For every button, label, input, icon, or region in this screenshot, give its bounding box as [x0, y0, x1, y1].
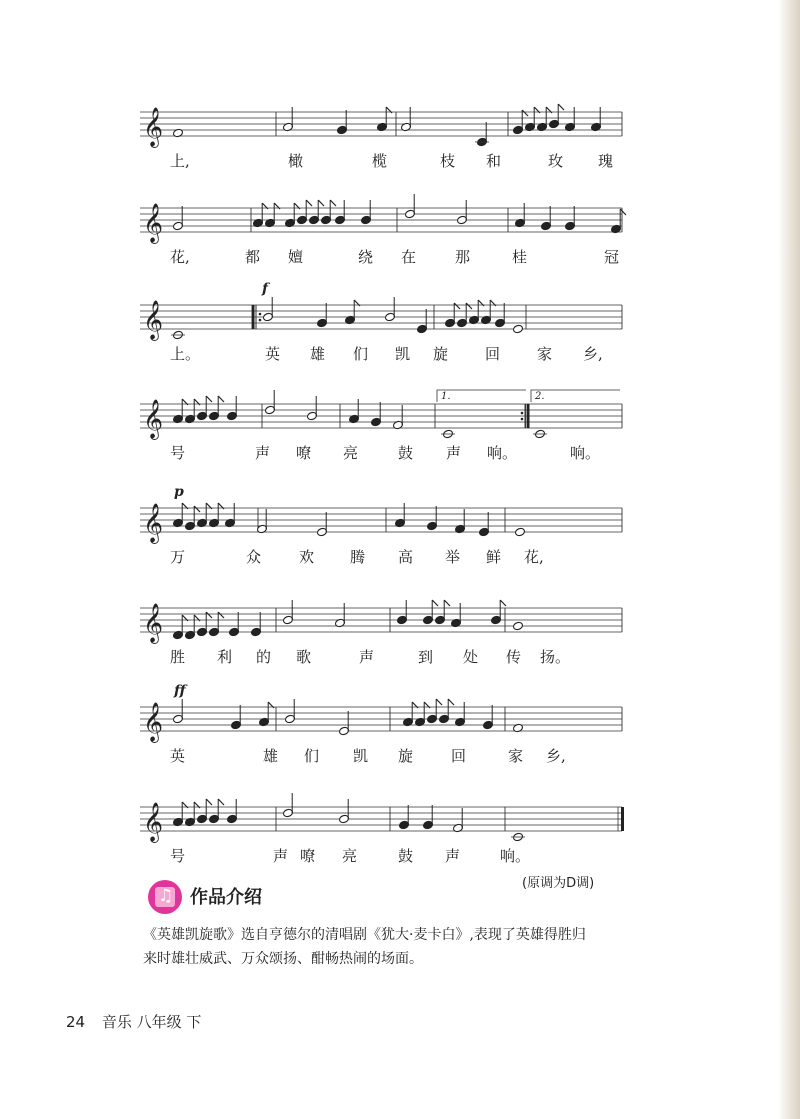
volta-label-1: 1.: [441, 391, 451, 402]
lyric-syllable: 凯: [353, 747, 369, 765]
dynamic-marking: ff: [174, 683, 186, 699]
lyric-syllable: 在: [401, 248, 417, 266]
lyric-syllable: 旋: [398, 747, 414, 765]
lyric-syllable: 的: [256, 648, 272, 666]
lyric-syllable: 橄: [288, 152, 304, 170]
lyric-syllable: 回: [485, 345, 501, 363]
lyric-syllable: 们: [353, 345, 369, 363]
final-bar-thick: [621, 807, 624, 831]
lyric-syllable: 高: [398, 548, 414, 566]
volta-label-2: 2.: [535, 391, 545, 402]
lyric-syllable: 响。: [500, 847, 531, 865]
lyric-syllable: 万: [170, 548, 186, 566]
lyric-syllable: 家: [508, 747, 524, 765]
treble-clef-icon: 𝄞: [143, 503, 164, 543]
lyric-syllable: 那: [455, 248, 471, 266]
lyric-syllable: 举: [445, 548, 461, 566]
lyric-syllable: 响。: [487, 444, 518, 462]
lyric-syllable: 桂: [512, 248, 528, 266]
note-flag: [306, 200, 312, 206]
lyric-syllable: 嘹: [296, 444, 312, 462]
lyric-syllable: 们: [304, 747, 320, 765]
lyric-syllable: 号: [170, 847, 186, 865]
note-flag: [444, 600, 450, 606]
note-head: [513, 621, 524, 631]
note-flag: [500, 600, 506, 606]
treble-clef-icon: 𝄞: [143, 702, 164, 742]
lyric-syllable: 上,: [170, 152, 190, 170]
note-flag: [318, 200, 324, 206]
lyric-syllable: 声: [359, 648, 375, 666]
note-head: [515, 527, 526, 537]
lyric-syllable: 上。: [170, 345, 201, 363]
intro-line-2: 来时雄壮威武、万众颂扬、酣畅热闹的场面。: [143, 951, 423, 967]
lyric-syllable: 和: [486, 152, 502, 170]
lyric-syllable: 亮: [343, 444, 359, 462]
treble-clef-icon: 𝄞: [143, 300, 164, 340]
lyric-syllable: 乡,: [583, 345, 603, 363]
note-flag: [218, 612, 224, 618]
note-flag: [448, 699, 454, 705]
lyric-syllable: 都: [245, 248, 261, 266]
lyric-syllable: 嬗: [288, 248, 304, 266]
lyric-syllable: 响。: [570, 444, 601, 462]
note-flag: [432, 600, 438, 606]
note-flag: [218, 396, 224, 402]
lyric-syllable: 乡,: [546, 747, 566, 765]
lyric-syllable: 鼓: [398, 444, 414, 462]
lyric-syllable: 凯: [395, 345, 411, 363]
note-head: [513, 324, 524, 334]
note-flag: [466, 303, 472, 309]
lyric-syllable: 欢: [299, 548, 315, 566]
book-title: 音乐 八年级 下: [101, 1013, 202, 1031]
lyric-syllable: 传: [506, 648, 522, 666]
lyric-syllable: 花,: [524, 548, 544, 566]
lyric-syllable: 玫: [548, 152, 564, 170]
dynamic-marking: f: [262, 281, 269, 297]
lyric-syllable: 回: [451, 747, 467, 765]
repeat-dot: [521, 418, 524, 421]
lyric-syllable: 处: [463, 648, 479, 666]
section-title: 作品介绍: [190, 887, 262, 908]
lyric-syllable: 花,: [170, 248, 190, 266]
original-key-note: (原调为D调): [522, 876, 595, 891]
page-footer: [66, 1011, 201, 1032]
lyric-syllable: 嘹: [300, 847, 316, 865]
note-flag: [330, 200, 336, 206]
music-book-icon: ♫: [148, 880, 182, 914]
lyric-syllable: 众: [246, 548, 262, 566]
lyric-syllable: 利: [217, 648, 233, 666]
lyric-syllable: 雄: [310, 345, 326, 363]
lyric-syllable: 榄: [372, 152, 388, 170]
treble-clef-icon: 𝄞: [143, 107, 164, 147]
note-flag: [206, 612, 212, 618]
lyric-syllable: 腾: [350, 548, 366, 566]
dynamic-marking: p: [174, 484, 184, 500]
lyric-syllable: 绕: [358, 248, 374, 266]
note-flag: [194, 506, 200, 512]
repeat-dot: [259, 313, 262, 316]
lyric-syllable: 英: [265, 345, 281, 363]
note-flag: [522, 110, 528, 116]
repeat-bar-thick: [527, 404, 530, 428]
lyric-syllable: 英: [170, 747, 186, 765]
lyric-syllable: 声: [445, 847, 461, 865]
lyric-syllable: 冠: [604, 248, 620, 266]
page-number: 24: [66, 1013, 86, 1031]
note-flag: [206, 396, 212, 402]
treble-clef-icon: 𝄞: [143, 399, 164, 439]
note-flag: [558, 104, 564, 110]
lyric-syllable: 家: [537, 345, 553, 363]
lyric-syllable: 扬。: [540, 648, 571, 666]
intro-line-1: 《英雄凯旋歌》选自亨德尔的清唱剧《犹大·麦卡白》,表现了英雄得胜归: [143, 927, 586, 943]
repeat-bar-thick: [252, 305, 255, 329]
lyric-syllable: 胜: [170, 648, 186, 666]
treble-clef-icon: 𝄞: [143, 603, 164, 643]
lyric-syllable: 亮: [342, 847, 358, 865]
lyric-syllable: 鲜: [486, 548, 502, 566]
lyric-syllable: 雄: [263, 747, 279, 765]
repeat-dot: [259, 319, 262, 322]
lyric-syllable: 旋: [433, 345, 449, 363]
lyric-syllable: 号: [170, 444, 186, 462]
lyric-syllable: 声: [446, 444, 462, 462]
lyric-syllable: 枝: [440, 152, 456, 170]
lyric-syllable: 声: [273, 847, 289, 865]
treble-clef-icon: 𝄞: [143, 802, 164, 842]
lyric-syllable: 瑰: [598, 152, 614, 170]
note-flag: [218, 799, 224, 805]
note-flag: [436, 699, 442, 705]
note-flag: [454, 303, 460, 309]
lyric-syllable: 到: [418, 648, 434, 666]
lyric-syllable: 声: [255, 444, 271, 462]
lyric-syllable: 歌: [296, 648, 312, 666]
repeat-dot: [521, 412, 524, 415]
treble-clef-icon: 𝄞: [143, 203, 164, 243]
intro-text: [143, 923, 643, 971]
note-flag: [206, 799, 212, 805]
lyric-syllable: 鼓: [398, 847, 414, 865]
